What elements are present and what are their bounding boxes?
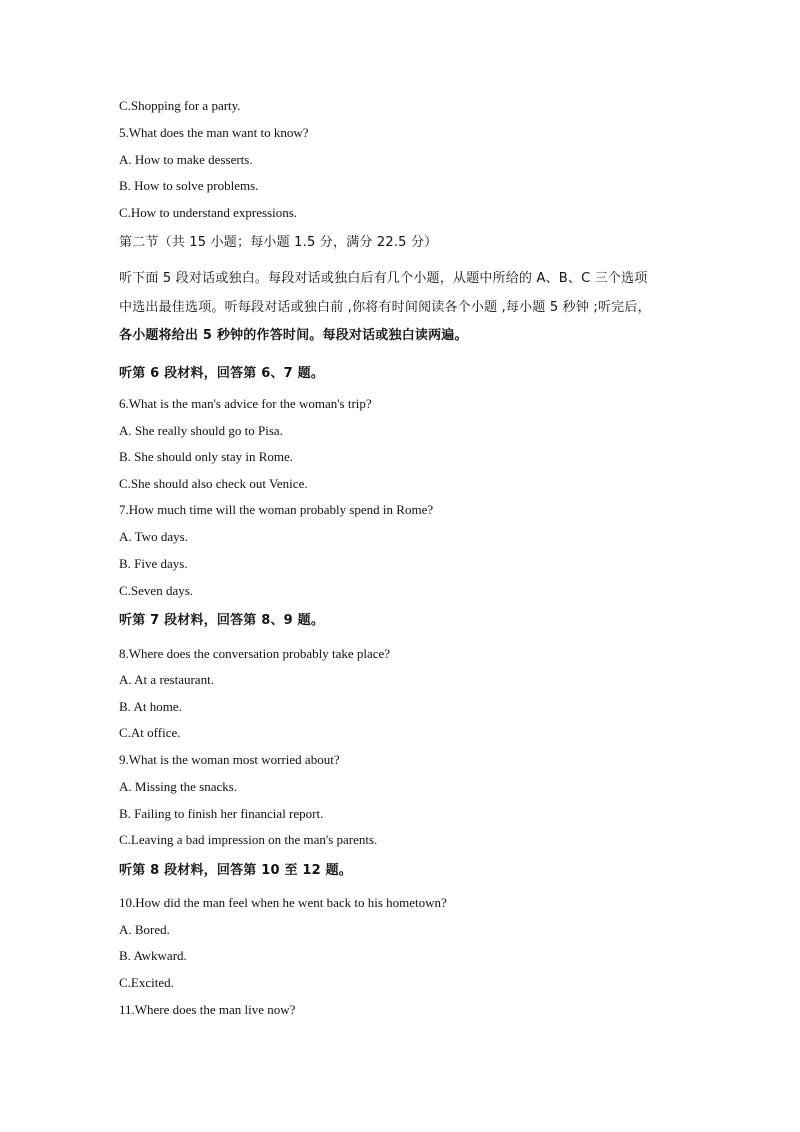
option-6a: A. She really should go to Pisa. <box>119 423 283 438</box>
option-9b: B. Failing to finish her financial report. <box>119 806 324 821</box>
option-10a: A. Bored. <box>119 922 170 937</box>
option-7c: C.Seven days. <box>119 583 194 598</box>
option-4c: C.Shopping for a party. <box>119 98 241 113</box>
question-9: 9.What is the woman most worried about? <box>119 752 340 767</box>
option-9c: C.Leaving a bad impression on the man's parents. <box>119 832 378 847</box>
question-5: 5.What does the man want to know? <box>119 125 309 140</box>
option-7a: A. Two days. <box>119 529 188 544</box>
option-8c: C.At office. <box>119 725 181 740</box>
material-7-heading: 听第 7 段材料，回答第 8、9 题。 <box>119 613 325 628</box>
section-heading: 第二节（共 15 小题；每小题 1.5 分，满分 22.5 分） <box>119 235 438 250</box>
option-5c: C.How to understand expressions. <box>119 205 298 220</box>
option-5b: B. How to solve problems. <box>119 178 259 193</box>
option-10b: B. Awkward. <box>119 948 187 963</box>
option-10c: C.Excited. <box>119 975 174 990</box>
option-5a: A. How to make desserts. <box>119 152 253 167</box>
material-8-heading: 听第 8 段材料，回答第 10 至 12 题。 <box>119 863 352 878</box>
option-9a: A. Missing the snacks. <box>119 779 238 794</box>
option-8a: A. At a restaurant. <box>119 672 214 687</box>
option-6b: B. She should only stay in Rome. <box>119 449 294 464</box>
instructions-line-1: 听下面 5 段对话或独白。每段对话或独白后有几个小题，从题中所给的 A、B、C 三个选项 <box>119 271 648 286</box>
question-7: 7.How much time will the woman probably spend in Rome? <box>119 502 434 517</box>
option-6c: C.She should also check out Venice. <box>119 476 308 491</box>
question-10: 10.How did the man feel when he went back to his hometown? <box>119 895 447 910</box>
option-7b: B. Five days. <box>119 556 188 571</box>
question-11: 11.Where does the man live now? <box>119 1002 296 1017</box>
question-8: 8.Where does the conversation probably take place? <box>119 646 391 661</box>
instructions-line-3: 各小题将给出 5 秒钟的作答时间。每段对话或独白读两遍。 <box>119 328 468 343</box>
option-8b: B. At home. <box>119 699 182 714</box>
question-6: 6.What is the man's advice for the woman's trip? <box>119 396 372 411</box>
instructions-line-2: 中选出最佳选项。听每段对话或独白前 ,你将有时间阅读各个小题 ,每小题 5 秒钟 ;听完后， <box>119 300 651 315</box>
material-6-heading: 听第 6 段材料，回答第 6、7 题。 <box>119 366 325 381</box>
